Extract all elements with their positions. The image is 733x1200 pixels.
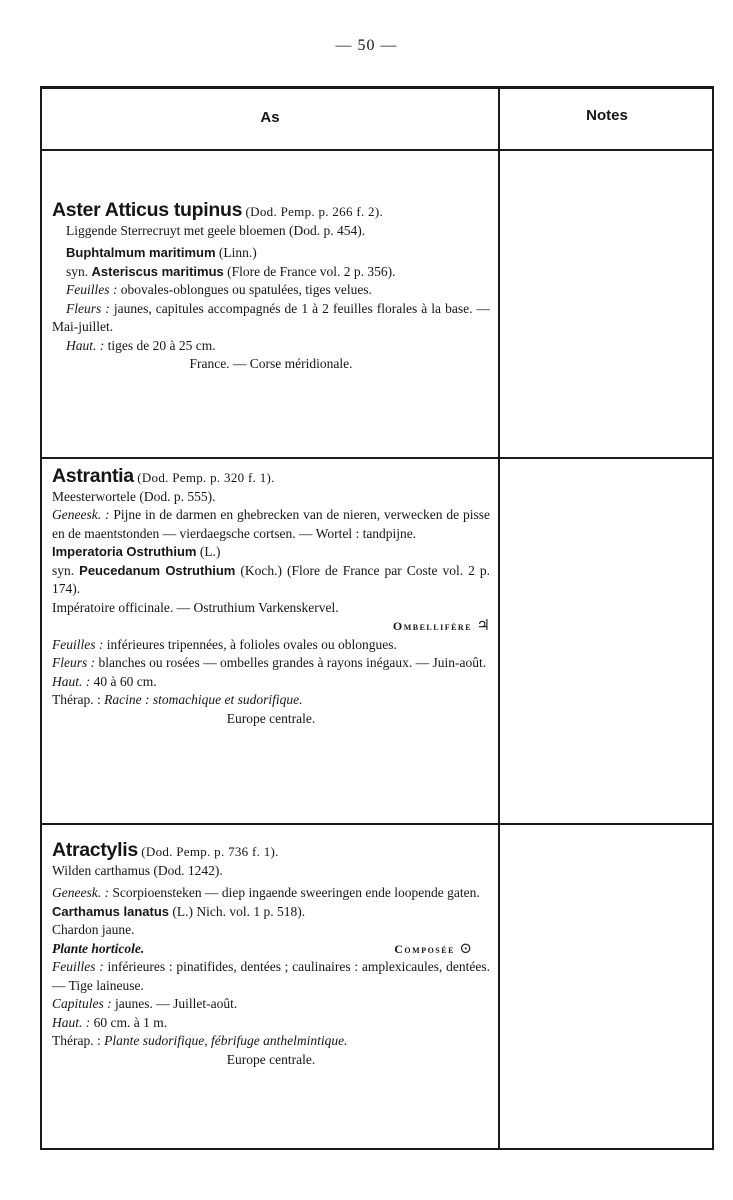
feuilles-text: obovales-oblongues ou spatulées, tiges velues.: [120, 282, 372, 297]
feuilles-label: Feuilles :: [52, 959, 104, 974]
latin-name: Imperatoria Ostruthium: [52, 544, 197, 559]
therap-text: Racine : stomachique et sudorifique.: [104, 692, 303, 707]
entry-title: Astrantia: [52, 465, 134, 487]
region: France. — Corse méridionale.: [189, 356, 353, 371]
annual-symbol-icon: ⊙: [459, 940, 472, 957]
synonym-ref: (Flore de France vol. 2 p. 356).: [227, 263, 396, 279]
entry-title: Aster Atticus tupinus: [52, 199, 243, 221]
entry-title-ref: (Dod. Pemp. p. 320 f. 1).: [137, 470, 275, 485]
haut-text: 40 à 60 cm.: [93, 673, 157, 689]
synonym-name: Asteriscus maritimus: [91, 263, 224, 279]
dutch-name: Wilden carthamus (Dod. 1242).: [52, 862, 223, 878]
plante-note: Plante horticole.: [52, 940, 145, 956]
feuilles-text: inférieures : pinatifides, dentées ; caulinaires : amplexicaules, dentées. — Tige laineuse.: [52, 959, 491, 993]
latin-name: Carthamus lanatus: [52, 903, 170, 919]
therap-label: Thérap. :: [52, 1033, 101, 1048]
table-frame: [40, 86, 714, 1150]
dutch-name: Liggende Sterrecruyt met geele bloemen (Dod. p. 454).: [66, 222, 366, 238]
feuilles-text: inférieures tripennées, à folioles ovales ou oblongues.: [106, 636, 397, 652]
page-number: — 50 —: [335, 37, 398, 54]
entry-atractylis: [52, 841, 490, 1069]
geneesk-label: Geneesk. :: [52, 885, 109, 900]
therap-label: Thérap. :: [52, 692, 101, 707]
synonym-name: Peucedanum Ostruthium: [79, 562, 236, 578]
dutch-name: Meesterwortele (Dod. p. 555).: [52, 488, 216, 504]
perennial-symbol-icon: ♃: [476, 618, 490, 634]
fleurs-text: jaunes, capitules accompagnés de 1 à 2 feuilles florales à la base. — Mai-juillet.: [52, 300, 490, 334]
haut-label: Haut. :: [66, 337, 105, 353]
haut-label: Haut. :: [52, 673, 91, 689]
feuilles-label: Feuilles :: [52, 636, 104, 652]
therap-text: Plante sudorifique, fébrifuge anthelmintique.: [104, 1033, 348, 1048]
region: Europe centrale.: [226, 1051, 316, 1067]
fleurs-text: blanches ou rosées — ombelles grandes à rayons inégaux. — Juin-août.: [98, 655, 487, 670]
common-names: Impératoire officinale. — Ostruthium Varkenskervel.: [52, 599, 339, 615]
family-name: Composée: [394, 941, 455, 956]
header-rule: [42, 149, 712, 151]
common-names: Chardon jaune.: [52, 922, 135, 937]
latin-author: (Linn.): [218, 245, 257, 260]
entry-title: Atractylis: [52, 839, 138, 861]
latin-author: (L.): [199, 544, 221, 559]
family-name: Ombellifère: [392, 619, 473, 633]
capitules-label: Capitules :: [52, 996, 112, 1011]
entry-title-ref: (Dod. Pemp. p. 266 f. 2).: [245, 204, 384, 219]
haut-text: 60 cm. à 1 m.: [93, 1014, 168, 1030]
capitules-text: jaunes. — Juillet-août.: [115, 996, 238, 1011]
entry-rule: [42, 823, 712, 825]
haut-label: Haut. :: [52, 1014, 91, 1030]
column-divider: [498, 89, 500, 1148]
entry-astrantia: [52, 467, 490, 728]
geneesk-label: Geneesk. :: [52, 507, 110, 522]
latin-name: Buphtalmum maritimum: [66, 245, 216, 260]
syn-prefix: syn.: [52, 562, 75, 578]
fleurs-label: Fleurs :: [52, 655, 96, 670]
entry-rule: [42, 457, 712, 459]
fleurs-label: Fleurs :: [66, 300, 110, 316]
geneesk-text: Scorpioensteken — diep ingaende sweeringen ende loopende gaten.: [112, 885, 480, 900]
entry-aster-atticus: [52, 201, 490, 374]
geneesk-text: Pijne in de darmen en ghebrecken van de nieren, verwecken de pisse en de maentstonden — vierdaegsche cortsen. — Wortel : tandpijne.: [52, 507, 491, 541]
feuilles-label: Feuilles :: [66, 282, 118, 297]
latin-author: (L.) Nich. vol. 1 p. 518).: [172, 903, 306, 919]
region: Europe centrale.: [226, 710, 316, 726]
haut-text: tiges de 20 à 25 cm.: [107, 337, 216, 353]
column-header-notes: Notes: [586, 107, 628, 124]
syn-prefix: syn.: [66, 263, 89, 279]
entry-title-ref: (Dod. Pemp. p. 736 f. 1).: [141, 844, 279, 859]
column-header-as: As: [260, 109, 280, 126]
synonym-ref: (Koch.) (Flore de France par Coste vol. 2 p. 174).: [52, 562, 491, 596]
